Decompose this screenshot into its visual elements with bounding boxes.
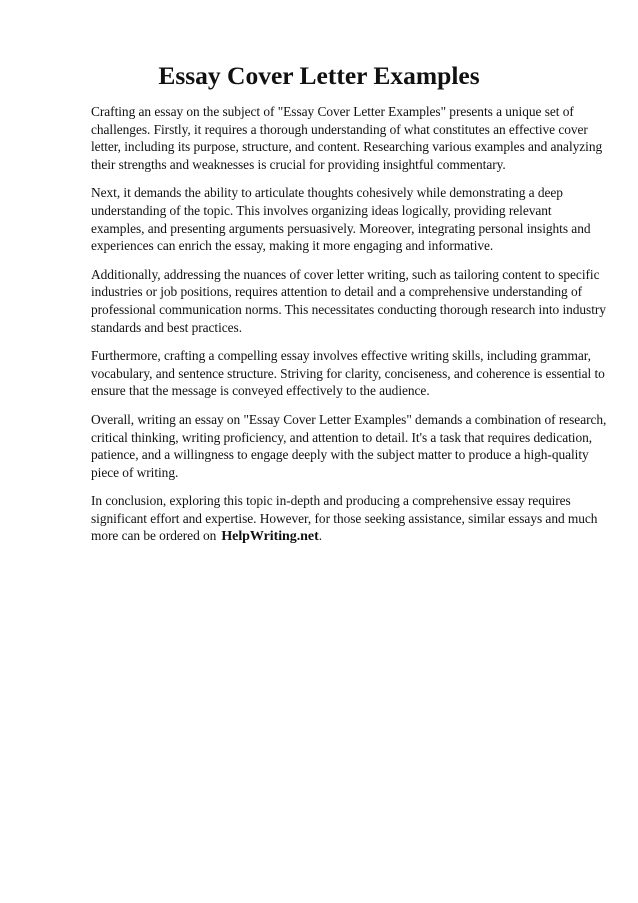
paragraph-line: Additionally, addressing the nuances of cover letter writing, such as tailoring content to specific [91, 266, 600, 282]
paragraph-5 [91, 411, 607, 481]
paragraph-line: critical thinking, writing proficiency, and attention to detail. It's a task that requires dedication, [91, 429, 593, 445]
paragraph-2 [91, 184, 594, 254]
paragraph-line: patience, and a willingness to engage deeply with the subject matter to produce a high-quality [91, 447, 589, 463]
paragraph-line: understanding of the topic. This involves organizing ideas logically, providing relevant [91, 202, 552, 218]
paragraph-line: piece of writing. [91, 464, 179, 480]
paragraph-line-final [91, 527, 594, 546]
conclusion-paragraph [91, 492, 598, 546]
document-body [91, 103, 607, 557]
paragraph-line: In conclusion, exploring this topic in-depth and producing a comprehensive essay requires [91, 493, 571, 509]
paragraph-line: ensure that the message is conveyed effectively to the audience. [91, 383, 430, 399]
paragraph-line: their strengths and weaknesses is crucial for providing insightful commentary. [91, 156, 506, 172]
paragraph-line: professional communication norms. This necessitates conducting thorough research into industry [91, 301, 606, 317]
paragraph-line: examples, and presenting arguments persuasively. Moreover, integrating personal insights and [91, 220, 591, 236]
paragraph-1 [91, 103, 603, 173]
paragraph-line: industries or job positions, requires attention to detail and a comprehensive understanding of [91, 284, 583, 300]
conclusion-prefix: more can be ordered on [91, 528, 217, 544]
paragraph-line: challenges. Firstly, it requires a thorough understanding of what constitutes an effective cover [91, 121, 588, 137]
paragraph-line: Next, it demands the ability to articulate thoughts cohesively while demonstrating a deep [91, 185, 563, 201]
paragraph-line: letter, including its purpose, structure, and content. Researching various examples and analyzing [91, 139, 603, 155]
paragraph-4 [91, 347, 605, 400]
paragraph-line: Overall, writing an essay on "Essay Cover Letter Examples" demands a combination of research, [91, 411, 607, 427]
paragraph-line: standards and best practices. [91, 319, 242, 335]
paragraph-line: Crafting an essay on the subject of "Essay Cover Letter Examples" presents a unique set of [91, 104, 574, 119]
paragraph-line: experiences can enrich the essay, making it more engaging and informative. [91, 238, 494, 254]
paragraph-line: vocabulary, and sentence structure. Striving for clarity, conciseness, and coherence is essential to [91, 365, 605, 381]
paragraph-line: Furthermore, crafting a compelling essay involves effective writing skills, including grammar, [91, 348, 591, 364]
paragraph-3 [91, 266, 606, 336]
document-title: Essay Cover Letter Examples [158, 61, 480, 90]
conclusion-suffix: . [318, 528, 323, 544]
paragraph-line: significant effort and expertise. However, for those seeking assistance, similar essays and much [91, 510, 598, 526]
helpwriting-link[interactable]: HelpWriting.net [221, 529, 319, 545]
